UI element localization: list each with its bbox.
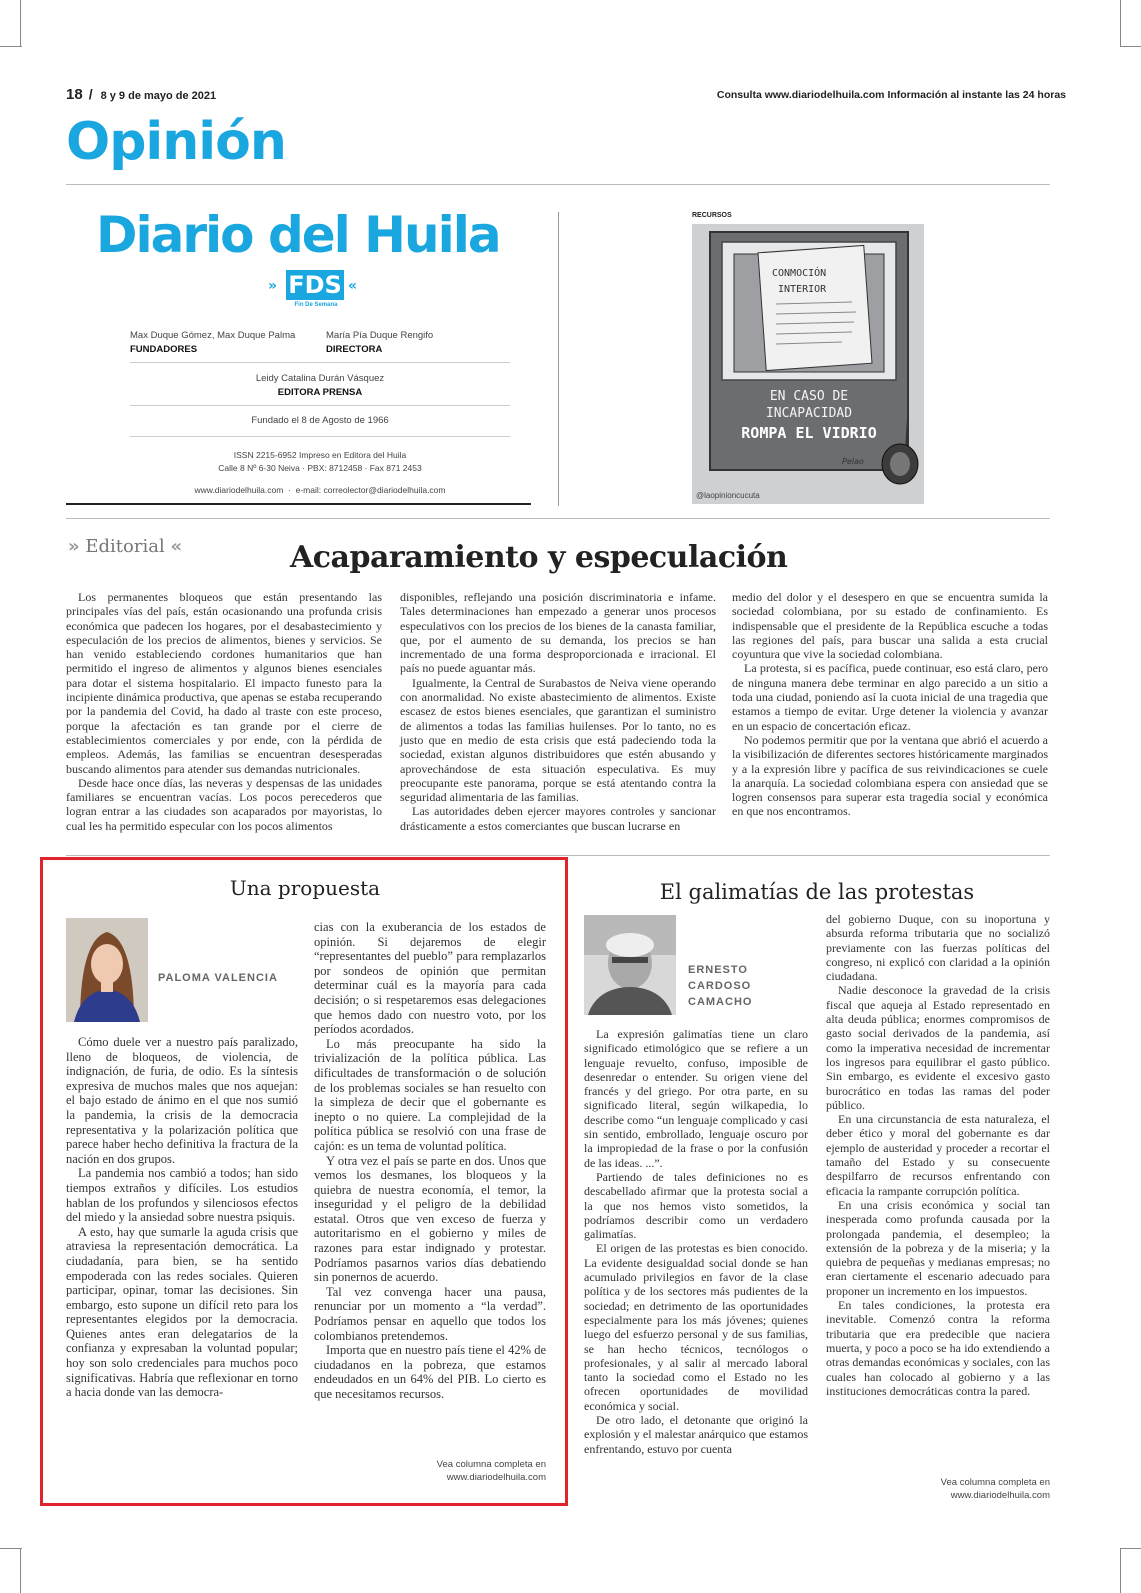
masthead-divider bbox=[130, 436, 510, 437]
column-title: Una propuesta bbox=[229, 876, 381, 900]
section-title: Opinión bbox=[66, 112, 286, 172]
read-more-text: Vea columna completa en bbox=[436, 1459, 546, 1470]
director-name: María Pía Duque Rengifo bbox=[326, 330, 434, 341]
masthead-divider bbox=[130, 405, 510, 406]
editor-name: Leidy Catalina Durán Vásquez bbox=[255, 373, 385, 384]
paragraph: Importa que en nuestro país tiene el 42% de ciudadanos en la pobreza, que estamos endeudados en un 64% del PIB. Lo cierto es que necesitamos recursos. bbox=[314, 1343, 546, 1401]
author-name bbox=[688, 962, 752, 1010]
crop-mark bbox=[20, 0, 21, 46]
paragraph: del gobierno Duque, con su inoportuna y absurda reforma tributaria que no socializó previamente con las fuerzas políticas del congreso, ni explicó con claridad a la opinión ciudadana. bbox=[826, 912, 1050, 984]
paragraph: Tal vez convenga hacer una pausa, renunciar por un momento a “la verdad”. Podríamos pensar en aquello que todos los colombianos pretendemos. bbox=[314, 1284, 546, 1343]
paragraph: La protesta, si es pacífica, puede continuar, eso está claro, pero de ninguna manera debe terminar en algo parecido a un sitio a toda una ciudad, poniendo así la cuota inicial de una tragedia que estamos a tiempo de evitar. Urge detener la violencia y avanzar en un espacio de concertación eficaz. bbox=[732, 661, 1048, 733]
paragraph: Partiendo de tales definiciones no es descabellado afirmar que la protesta social a la que nos hemos visto sometidos, la podríamos describir como un verdadero galimatías. bbox=[584, 1169, 808, 1242]
editorial-col3 bbox=[732, 590, 1048, 819]
cartoon-glass-line1: EN CASO DE bbox=[769, 389, 849, 404]
read-more-text: Vea columna completa en bbox=[940, 1477, 1050, 1488]
author-name: PALOMA VALENCIA bbox=[158, 972, 278, 984]
author-name-line: CARDOSO bbox=[688, 980, 752, 992]
paragraph: La pandemia nos cambió a todos; han sido tiempos extraños y difíciles. Los estudios hablan de los profundos y silenciosos efectos del miedo y la ansiedad sobre nuestra psiquis. bbox=[66, 1166, 298, 1225]
masthead-title: Diario del Huila bbox=[96, 206, 500, 264]
cartoon-card-line1: CONMOCIÓN bbox=[772, 268, 827, 279]
crop-mark bbox=[1120, 46, 1141, 47]
chevron-right-icon: » bbox=[268, 278, 278, 294]
director-role: DIRECTORA bbox=[326, 344, 383, 355]
cartoon-card-line2: INTERIOR bbox=[778, 284, 827, 295]
editor-role: EDITORA PRENSA bbox=[277, 387, 363, 398]
paragraph: Nadie desconoce la gravedad de la crisis fiscal que aqueja al Estado representado en alta deuda pública; enormes compromisos de gasto social derivados de la pandemia, así como la imperativa necesidad de incrementar los ingresos para equilibrar el gasto público. Sin embargo, es evidente el excesivo gasto burocrático en todas las ramas del poder público. bbox=[826, 983, 1050, 1112]
cartoon-glass-line3: ROMPA EL VIDRIO bbox=[741, 424, 877, 442]
masthead-bottom-rule bbox=[66, 503, 531, 505]
paragraph: La expresión galimatías tiene un claro significado etimológico que se refiere a un lenguaje revuelto, confuso, imposible de desenredar o entender. Su origen viene del francés y del griego. Por otra parte, en su significado literal, según wilkapedia, lo describe como “un lenguaje complicado y casi sin sentido, embrollado, lenguaje oscuro por la impropiedad de la frase o por la confusión de las ideas. ...”. bbox=[584, 1027, 808, 1170]
issn: ISSN 2215-6952 Impreso en Editora del Huila bbox=[233, 450, 407, 460]
editorial-label-text: Editorial bbox=[85, 536, 165, 557]
founders-role: FUNDADORES bbox=[130, 344, 198, 355]
crop-mark bbox=[1120, 1548, 1121, 1593]
author-photo bbox=[66, 918, 148, 1022]
read-more-link[interactable]: www.diariodelhuila.com bbox=[950, 1490, 1050, 1501]
fds-logo-sub: Fin De Semana bbox=[294, 302, 338, 308]
founded-date: Fundado el 8 de Agosto de 1966 bbox=[251, 415, 389, 426]
paragraph: El origen de las protestas es bien conocido. La evidente desigualdad social donde se han acumulado privilegios en favor de la clase política y de los sectores más pudientes de la sociedad; en detrimento de las oportunidades especialmente para los más jóvenes; quienes luego del esfuerzo personal y de sus familias, se han hecho técnicos, tecnólogos o profesionales, y al salir al mercado laboral tanto la sociedad como el Estado no les ofrecen oportunidades de movilidad económica y social. bbox=[584, 1241, 808, 1413]
read-more bbox=[826, 1476, 1050, 1502]
author-name-line: CAMACHO bbox=[688, 996, 753, 1008]
column-right-col2 bbox=[826, 912, 1050, 1398]
contact-line: www.diariodelhuila.com · e-mail: correolector@diariodelhuila.com bbox=[194, 485, 446, 495]
crop-mark bbox=[1120, 0, 1121, 46]
director bbox=[326, 329, 516, 357]
paragraph: Las autoridades deben ejercer mayores controles y sancionar drásticamente a estos comerciantes que buscan lucrarse en bbox=[400, 804, 716, 833]
paragraph: En tales condiciones, la protesta era inevitable. Comenzó contra la reforma tributaria que era predecible que naciera muerta, y poco a poco se ha ido extendiendo a otras demandas económicas y sociales, con las cuales han colocado al gobierno y a las instituciones democráticas contra la pared. bbox=[826, 1298, 1050, 1398]
crop-mark bbox=[0, 1548, 22, 1549]
section-rule bbox=[66, 184, 1050, 185]
paragraph: Y otra vez el país se parte en dos. Unos que vemos los desmanes, los bloqueos y la quiebra de nuestra economía, el temor, la inseguridad y el peligro de la debilidad estatal. Otros que ven exceso de fuerza y autoritarismo en el gobierno y miles de razones para estar indignado y protestar. Podríamos pasarnos varios días debatiendo sin ponernos de acuerdo. bbox=[314, 1153, 546, 1285]
page-header-right: Consulta www.diariodelhuila.com Información al instante las 24 horas bbox=[716, 89, 1066, 101]
paragraph: Desde hace once días, las neveras y despensas de las unidades familiares se encuentran vacías. Los pocos perecederos que logran entrar a las ciudades son acaparados por mayoristas, lo cual les ha permitido especular con los pocos alimentos bbox=[66, 775, 382, 833]
paragraph: En una circunstancia de esta naturaleza, el deber ético y moral del gobernante es dar ejemplo de austeridad y proceder a recortar el tamaño del Estado y su consecuente despilfarro de recursos enfrentando con eficacia la rampante corrupción política. bbox=[826, 1112, 1050, 1198]
issue-date: 8 y 9 de mayo de 2021 bbox=[100, 90, 217, 102]
editorial-title: Acaparamiento y especulación bbox=[290, 540, 788, 575]
address: Calle 8 Nº 6-30 Neiva · PBX: 8712458 · Fax 871 2453 bbox=[218, 463, 422, 473]
paragraph: No podemos permitir que por la ventana que abrió el acuerdo a la visibilización de diferentes sectores históricamente marginados y a la expresión libre y pacífica de sus reivindicaciones se cuele la anarquía. La sociedad colombiana espera con ansiedad que se logren consensos para superar esta tragedia social y económica en que nos encontramos. bbox=[732, 732, 1048, 819]
column-left-col1 bbox=[66, 1035, 298, 1400]
column-divider bbox=[558, 212, 559, 506]
paragraph: A esto, hay que sumarle la aguda crisis que atraviesa la representación democrática. La ciudadanía, para bien, se ha sentido empoderada con las redes sociales. Quieren participar, opinar, tomar las decisiones. Sin embargo, esto supone un difícil reto para los representantes elegidos por la democracia. Quienes antes eran delegatarios de la confianza y expresaban la voluntad popular; hoy son solo credenciales para muchos poco significativas. Habría que reflexionar en torno a hacia donde van las democra- bbox=[66, 1224, 298, 1400]
masthead-divider bbox=[130, 362, 510, 363]
page-header-left: 18 / 8 y 9 de mayo de 2021 bbox=[66, 86, 217, 103]
section-rule bbox=[66, 855, 1050, 856]
editorial-col1 bbox=[66, 590, 382, 833]
cartoon-drawing bbox=[692, 224, 924, 504]
chevron-left-icon: « bbox=[348, 278, 358, 294]
read-more bbox=[314, 1458, 546, 1484]
paragraph: Lo más preocupante ha sido la trivialización de la política pública. Las dificultades de transformación o de solución de los problemas sociales se han resuelto con la simpleza de decir que el gobernante es inepto o no quiere. La complejidad de la política pública se resolvió con una frase de cajón: es un tema de voluntad política. bbox=[314, 1036, 546, 1153]
column-left-col2 bbox=[314, 920, 546, 1402]
cartoon-illustration bbox=[692, 224, 924, 504]
founders bbox=[130, 329, 320, 357]
crop-mark bbox=[0, 46, 22, 47]
editorial-label bbox=[68, 536, 182, 557]
section-rule bbox=[66, 518, 1050, 519]
paragraph: disponibles, reflejando una posición discriminatoria e infame. Tales determinaciones han empezado a generar unos procesos especulativos con los precios de los bienes de la canasta familiar, que, por el aumento de su demanda, los precios se han incrementado de una forma desproporcionada e irracional. El país no puede aguantar más. bbox=[400, 590, 716, 676]
chevron-right-icon: » bbox=[68, 536, 80, 557]
paragraph: medio del dolor y el desespero en que se encuentra sumida la sociedad colombiana, por su estado de confinamiento. Es indispensable que el presidente de la República escuche a todas las regiones del país, para buscar una salida a esta crucial coyuntura que vive la sociedad colombiana. bbox=[732, 590, 1048, 662]
website-link[interactable]: www.diariodelhuila.com bbox=[194, 485, 284, 495]
paragraph: Los permanentes bloqueos que están presentando las principales vías del país, están ocasionando una profunda crisis económica que padecen los hogares, por el desabastecimiento y especulación de los precios de alimentos, bienes y servicios. Se han venido estableciendo cordones humanitarios que han permitido el ingreso de alimentos y algunos bienes esenciales para dotar el sistema hospitalario. El impacto funesto para la incipiente dinámica productiva, que apenas se estaba recuperando por la pandemia del Covid, ha dado al traste con este proceso, porque la afectación es tan grande por el cierre de establecimientos comerciales y por ende, con la pérdida de empleos. Además, las familias se encuentran desesperadas buscando alimentos para atender sus demandas nutricionales. bbox=[66, 590, 382, 776]
chevron-left-icon: « bbox=[170, 536, 183, 557]
paragraph: De otro lado, el detonante que originó la explosión y el malestar anárquico que estamos enfrentando, estuvo por cuenta bbox=[584, 1413, 808, 1456]
crop-mark bbox=[1120, 1548, 1141, 1549]
page-number: 18 bbox=[66, 86, 83, 103]
fds-logo bbox=[268, 270, 364, 312]
cartoon-credit: @laopinioncucuta bbox=[696, 491, 760, 500]
crop-mark bbox=[20, 1548, 21, 1593]
fds-logo-text: FDS bbox=[286, 270, 344, 300]
cartoon-label: RECURSOS bbox=[692, 212, 732, 219]
paragraph: En una crisis económica y social tan inesperada como profunda causada por la prolongada pandemia, el desempleo; la extensión de la pobreza y de la miseria; y la quiebra de pequeñas y medianas empresas; no eran ciertamente el escenario adecuado para proponer un incremento en los impuestos. bbox=[826, 1197, 1050, 1298]
author-name-line: ERNESTO bbox=[688, 964, 748, 976]
cartoon-signature: Pelao bbox=[842, 457, 864, 466]
paragraph: Cómo duele ver a nuestro país paralizado, lleno de bloqueos, de violencia, de indignación, de furia, de odio. Es la síntesis expresiva de muchos males que nos aquejan: el bajo estado de ánimo en el que nos sumió la pandemia, la crisis de la democracia representativa y la polarización política que parece haber hecho definitiva la fractura de la nación en dos grupos. bbox=[66, 1035, 298, 1166]
read-more-link[interactable]: www.diariodelhuila.com bbox=[446, 1472, 546, 1483]
email-link[interactable]: e-mail: correolector@diariodelhuila.com bbox=[295, 485, 446, 495]
paragraph: Igualmente, la Central de Surabastos de Neiva viene operando con anormalidad. No existe abastecimiento de alimentos. Existe escasez de estos bienes esenciales, que garantizan el suministro de alimentos a todas las familias huilenses. Por lo tanto, no es justo que en medio de esta crisis que está padeciendo toda la sociedad, existan algunos distribuidores que estén abusando y aprovechándose de esta situación especulativa. Es muy preocupante este panorama, porque se está atentando contra la seguridad alimentaria de las familias. bbox=[400, 675, 716, 805]
cartoon-glass-line2: INCAPACIDAD bbox=[765, 406, 853, 421]
column-right-col1 bbox=[584, 1027, 808, 1456]
founders-names: Max Duque Gómez, Max Duque Palma bbox=[130, 330, 296, 341]
editor bbox=[130, 372, 510, 400]
editorial-col2 bbox=[400, 590, 716, 833]
author-photo bbox=[584, 915, 676, 1015]
paragraph: cias con la exuberancia de los estados de opinión. Si dejaremos de elegir “representantes del pueblo” para remplazarlos por sondeos de opinión que permitan determinar cuál es la mayoría para cada decisión; o si respetaremos esas delegaciones que hemos dado con nuestro voto, por los períodos acordados. bbox=[314, 920, 546, 1037]
column-title: El galimatías de las protestas bbox=[659, 880, 975, 904]
